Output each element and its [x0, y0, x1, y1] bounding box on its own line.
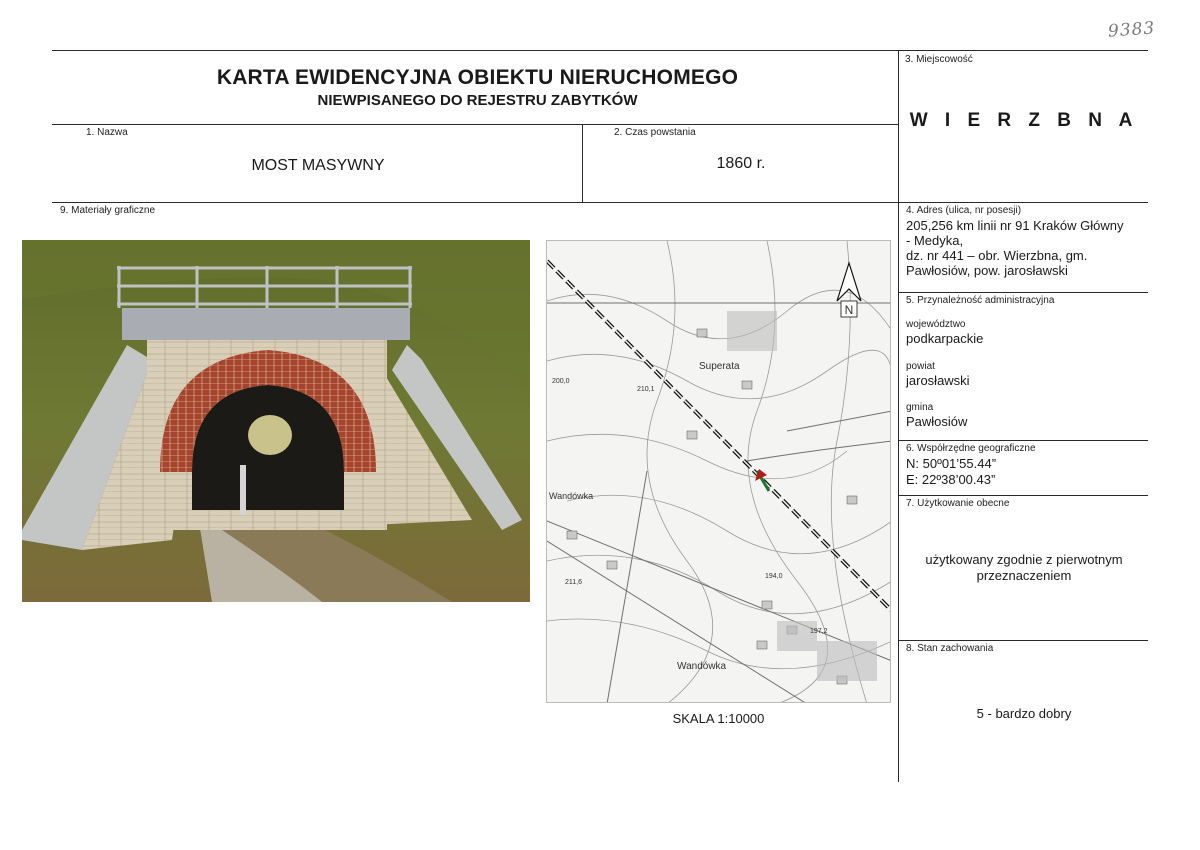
latitude-value: N: 50º01’55.44”: [906, 456, 997, 471]
bridge-photo: [22, 240, 530, 602]
voivodeship-value: podkarpackie: [906, 331, 984, 346]
locality-value: W I E R Z B N A: [909, 110, 1139, 131]
map-elevation-194: 194,0: [765, 573, 783, 580]
county-value: jarosławski: [906, 373, 970, 388]
usage-line-2: przeznaczeniem: [976, 568, 1072, 583]
map-label-superata: Superata: [699, 361, 740, 372]
address-line-4: Pawłosiów, pow. jarosławski: [906, 263, 1068, 278]
header-divider: [52, 124, 898, 125]
longitude-value: E: 22º38’00.43”: [906, 472, 996, 487]
graphics-label: 9. Materiały graficzne: [60, 205, 156, 216]
voivodeship-label: województwo: [906, 319, 966, 330]
document-number: 9383: [1107, 18, 1156, 42]
location-map: [546, 240, 891, 703]
map-elevation-200: 200,0: [552, 378, 570, 385]
row-divider-7: [898, 495, 1148, 496]
map-label-wandowka-2: Wandówka: [677, 661, 727, 672]
map-elevation-210: 210,1: [637, 386, 655, 393]
county-label: powiat: [906, 361, 935, 372]
map-elevation-211: 211,6: [565, 579, 582, 586]
condition-value: 5 - bardzo dobry: [976, 706, 1072, 721]
map-north-label: N: [844, 303, 854, 317]
row-divider-8: [898, 640, 1148, 641]
commune-label: gmina: [906, 402, 934, 413]
address-label: 4. Adres (ulica, nr posesji): [906, 205, 1022, 216]
condition-label: 8. Stan zachowania: [906, 643, 994, 654]
name-row-divider: [52, 202, 1148, 203]
row-divider-6: [898, 440, 1148, 441]
right-column-divider: [898, 50, 899, 782]
coordinates-label: 6. Współrzędne geograficzne: [906, 443, 1036, 454]
usage-line-1: użytkowany zgodnie z pierwotnym: [925, 552, 1123, 567]
map-scale: SKALA 1:10000: [672, 711, 765, 726]
usage-label: 7. Użytkowanie obecne: [906, 498, 1010, 509]
commune-value: Pawłosiów: [906, 414, 968, 429]
creation-date-value: 1860 r.: [716, 155, 766, 172]
admin-label: 5. Przynależność administracyjna: [906, 295, 1055, 306]
top-border: [52, 50, 1148, 51]
document-title: KARTA EWIDENCYJNA OBIEKTU NIERUCHOMEGO: [216, 66, 739, 89]
document-subtitle: NIEWPISANEGO DO REJESTRU ZABYTKÓW: [317, 92, 638, 109]
row-divider-5: [898, 292, 1148, 293]
name-label: 1. Nazwa: [86, 127, 128, 138]
map-label-wandowka-1: Wandówka: [549, 491, 594, 501]
creation-date-label: 2. Czas powstania: [614, 127, 696, 138]
address-line-1: 205,256 km linii nr 91 Kraków Główny: [906, 218, 1124, 233]
address-line-2: - Medyka,: [906, 233, 964, 248]
address-line-3: dz. nr 441 – obr. Wierzbna, gm.: [906, 248, 1088, 263]
locality-label: 3. Miejscowość: [905, 54, 973, 65]
name-date-divider: [582, 124, 583, 202]
map-elevation-197: 197,2: [810, 628, 828, 635]
name-value: MOST MASYWNY: [251, 157, 385, 174]
